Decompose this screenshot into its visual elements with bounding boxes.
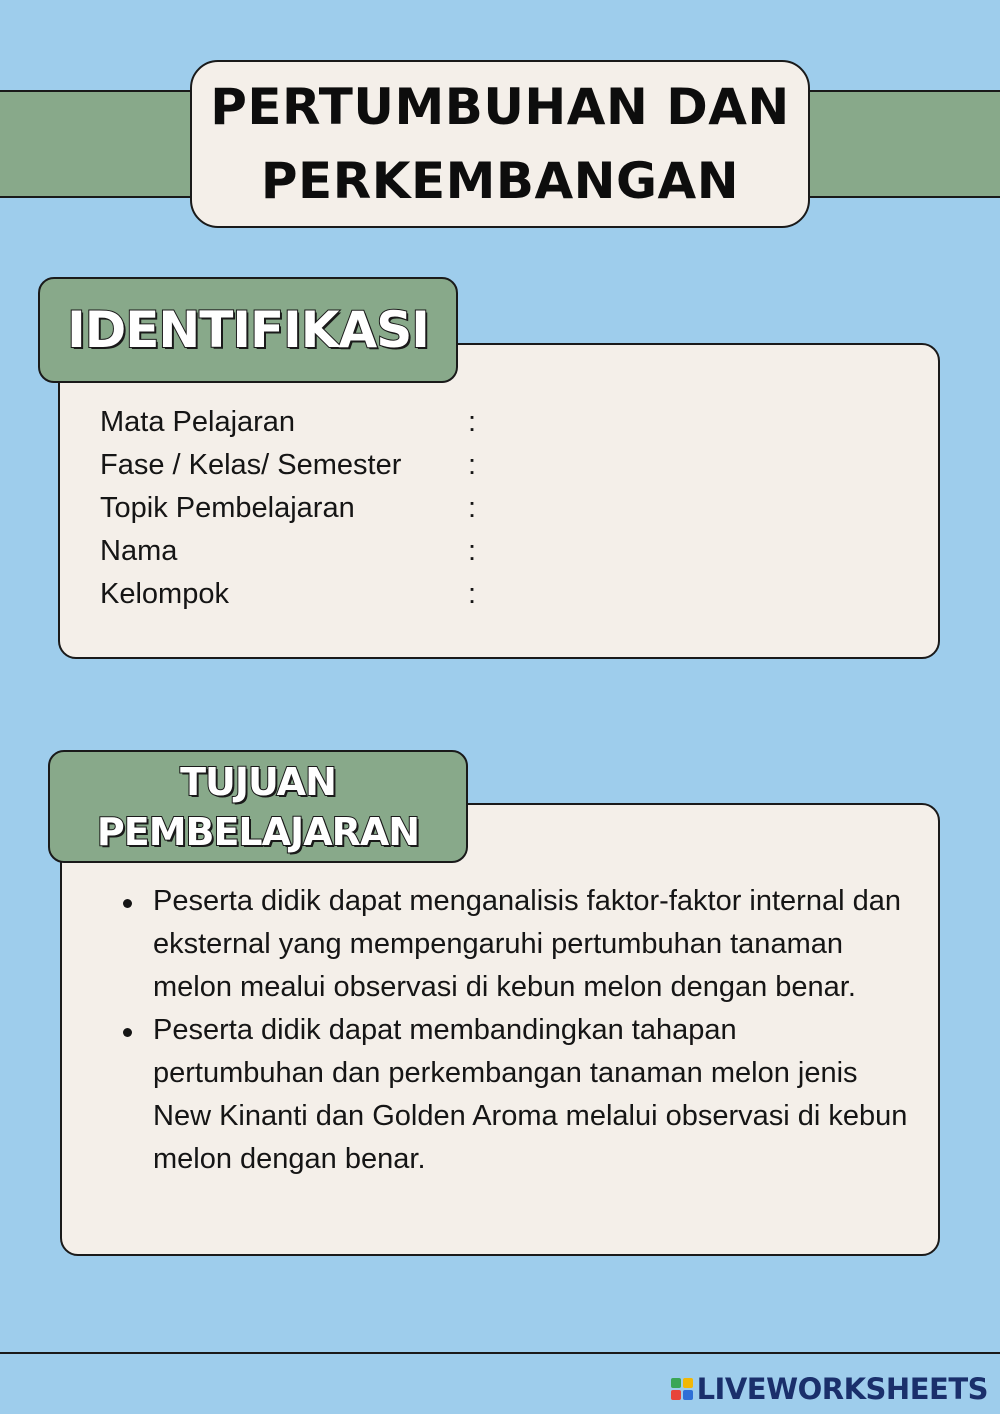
list-item [118,1009,908,1181]
field-row-fase-kelas-semester [100,444,476,487]
field-label: Fase / Kelas/ Semester [100,449,402,481]
list-item [118,880,908,1009]
page-title [190,60,810,228]
identifikasi-heading: IDENTIFIKASI [67,301,429,359]
field-row-mata-pelajaran [100,401,476,444]
field-colon: : [468,406,477,438]
field-row-topik-pembelajaran [100,487,476,530]
footer-divider [0,1352,1000,1354]
tujuan-heading-line-2: PEMBELAJARAN [96,809,420,854]
bullet-icon [123,1028,132,1037]
footer-brand[interactable] [671,1372,988,1406]
identifikasi-fields [100,401,476,616]
bullet-icon [123,899,132,908]
field-colon: : [468,535,477,567]
page-title-line-1: PERTUMBUHAN DAN [210,78,790,136]
list-item-text: Peserta didik dapat menganalisis faktor-faktor internal dan eksternal yang mempengaruhi pertumbuhan tanaman melon mealui observasi di kebun melon dengan benar. [153,885,901,1003]
field-label: Mata Pelajaran [100,406,296,438]
tujuan-heading-tag [48,750,468,863]
tujuan-list [118,880,908,1181]
field-colon: : [468,449,477,481]
field-colon: : [468,492,477,524]
field-label: Nama [100,535,178,567]
page-title-line-2: PERKEMBANGAN [260,152,740,210]
field-label: Topik Pembelajaran [100,492,355,524]
identifikasi-heading-tag [38,277,458,383]
field-colon: : [468,578,477,610]
liveworksheets-logo-icon [671,1378,693,1400]
field-row-nama [100,530,476,573]
list-item-text: Peserta didik dapat membandingkan tahapan pertumbuhan dan perkembangan tanaman melon jenis New Kinanti dan Golden Aroma melalui observasi di kebun melon dengan benar. [153,1014,908,1175]
field-label: Kelompok [100,578,229,610]
tujuan-heading-line-1: TUJUAN [180,759,336,804]
field-row-kelompok [100,573,476,616]
brand-name: LIVEWORKSHEETS [696,1372,988,1406]
